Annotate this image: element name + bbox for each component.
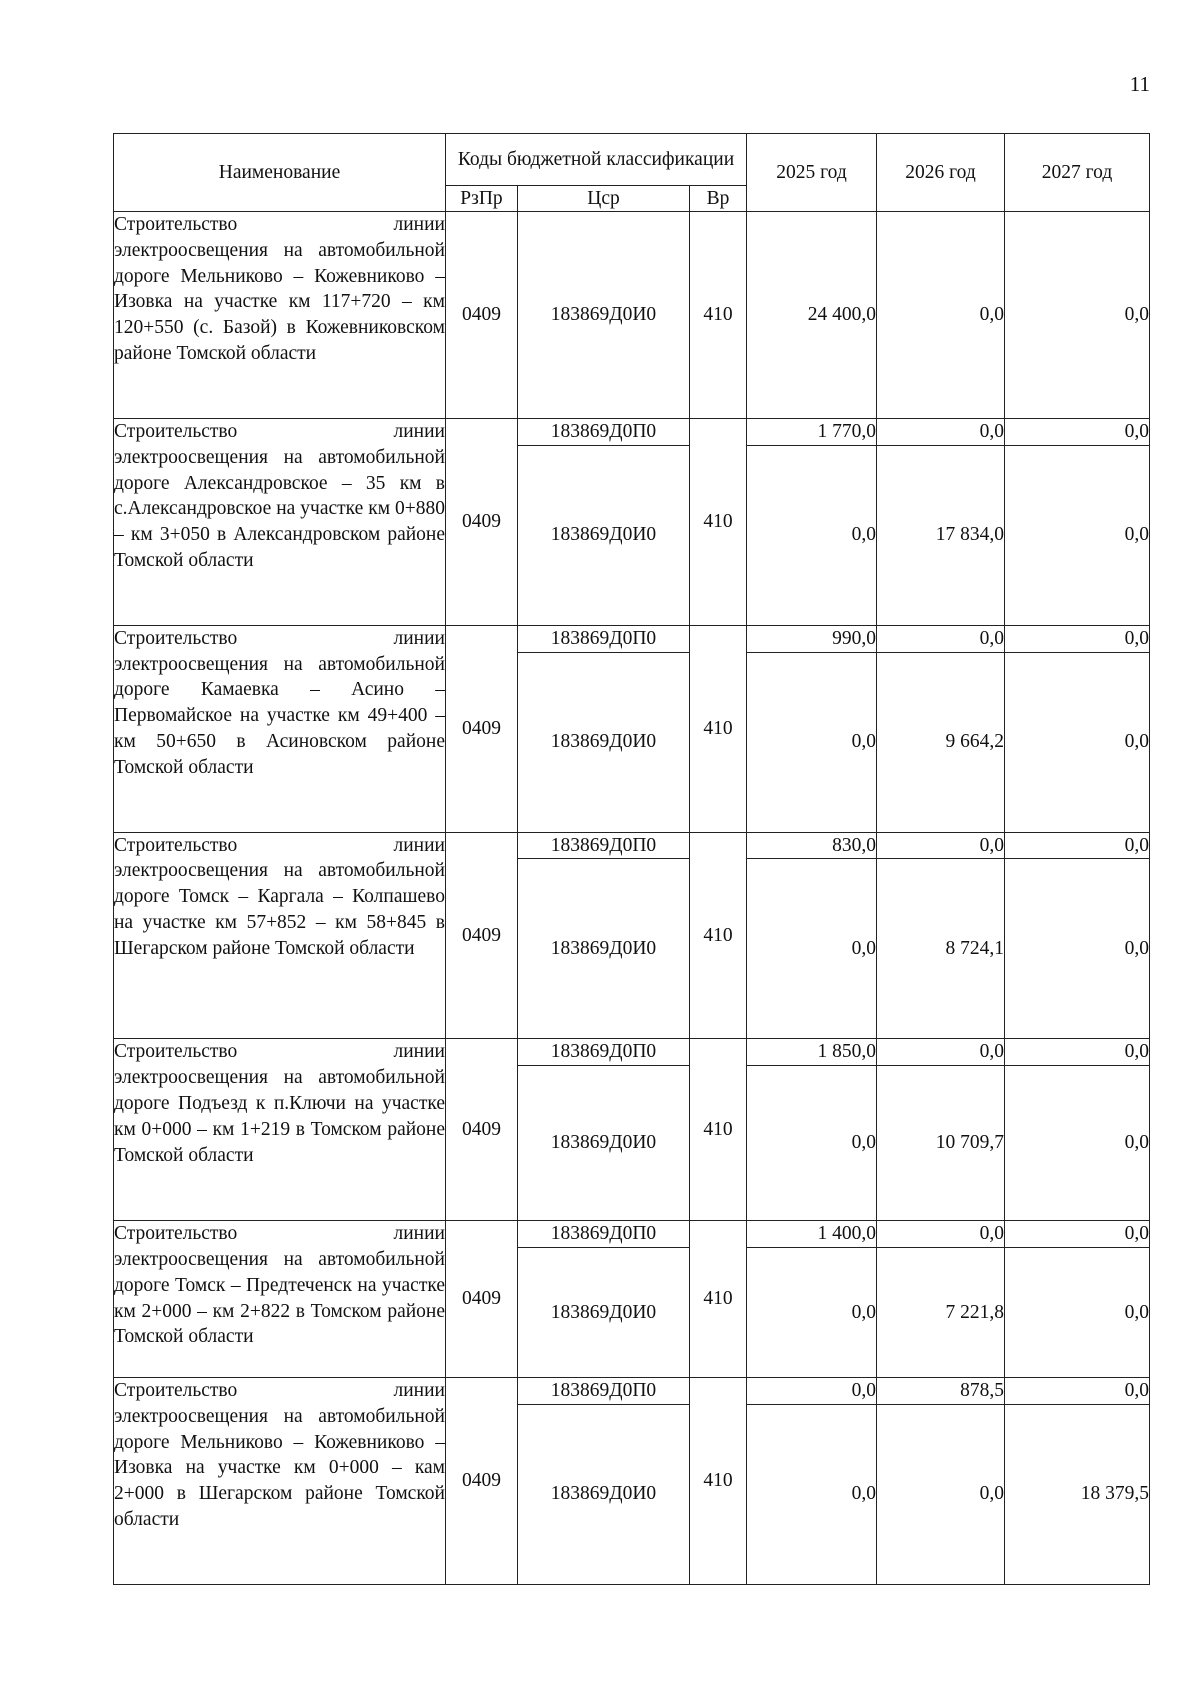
row-csr: 183869Д0И0 <box>518 652 690 832</box>
row-name: Строительство линии электроосвещения на автомобильной дороге Камаевка – Асино – Первомайское на участке км 49+400 – км 50+650 в Асиновском районе Томской области <box>114 625 446 832</box>
row-2027: 0,0 <box>1005 445 1150 625</box>
row-2027: 0,0 <box>1005 1247 1150 1377</box>
row-2025: 0,0 <box>747 652 877 832</box>
row-2025: 0,0 <box>747 1066 877 1221</box>
row-name: Строительство линии электроосвещения на автомобильной дороге Томск – Каргала – Колпашево на участке км 57+852 – км 58+845 в Шегарском районе Томской области <box>114 832 446 1039</box>
row-2027: 0,0 <box>1005 859 1150 1039</box>
row-name: Строительство линии электроосвещения на автомобильной дороге Подъезд к п.Ключи на участке км 0+000 – км 1+219 в Томском районе Томской области <box>114 1039 446 1221</box>
row-2026: 0,0 <box>877 419 1005 446</box>
row-2027: 0,0 <box>1005 1066 1150 1221</box>
row-2025: 24 400,0 <box>747 212 877 419</box>
row-2026: 9 664,2 <box>877 652 1005 832</box>
row-csr: 183869Д0П0 <box>518 625 690 652</box>
row-csr: 183869Д0П0 <box>518 832 690 859</box>
row-vr: 410 <box>690 212 747 419</box>
table-row <box>114 419 1150 446</box>
row-2025: 0,0 <box>747 1377 877 1404</box>
row-2027: 0,0 <box>1005 652 1150 832</box>
row-csr: 183869Д0И0 <box>518 1247 690 1377</box>
header-2026: 2026 год <box>877 134 1005 212</box>
row-2025: 0,0 <box>747 445 877 625</box>
header-codes: Коды бюджетной классификации <box>446 134 747 186</box>
row-2025: 1 400,0 <box>747 1221 877 1248</box>
row-csr: 183869Д0И0 <box>518 859 690 1039</box>
row-2026: 0,0 <box>877 625 1005 652</box>
row-vr: 410 <box>690 1039 747 1221</box>
row-2027: 0,0 <box>1005 419 1150 446</box>
row-rzpr: 0409 <box>446 1039 518 1221</box>
row-2025: 1 850,0 <box>747 1039 877 1066</box>
header-vr: Вр <box>690 186 747 212</box>
row-csr: 183869Д0П0 <box>518 419 690 446</box>
row-2027: 0,0 <box>1005 1221 1150 1248</box>
budget-table <box>113 133 1150 1585</box>
row-csr: 183869Д0И0 <box>518 1404 690 1584</box>
row-2025: 830,0 <box>747 832 877 859</box>
row-2025: 0,0 <box>747 1404 877 1584</box>
header-2025: 2025 год <box>747 134 877 212</box>
row-2027: 0,0 <box>1005 1377 1150 1404</box>
row-rzpr: 0409 <box>446 1221 518 1378</box>
row-2026: 17 834,0 <box>877 445 1005 625</box>
row-vr: 410 <box>690 832 747 1039</box>
table-row <box>114 625 1150 652</box>
row-2027: 0,0 <box>1005 1039 1150 1066</box>
row-name: Строительство линии электроосвещения на автомобильной дороге Мельниково – Кожевниково – Изовка на участке км 0+000 – кам 2+000 в Шегарском районе Томской области <box>114 1377 446 1584</box>
row-csr: 183869Д0И0 <box>518 1066 690 1221</box>
table-row <box>114 1221 1150 1248</box>
table-row <box>114 1039 1150 1066</box>
header-rzpr: РзПр <box>446 186 518 212</box>
row-name: Строительство линии электроосвещения на автомобильной дороге Томск – Предтеченск на участке км 2+000 – км 2+822 в Томском районе Томской области <box>114 1221 446 1378</box>
header-csr: Цср <box>518 186 690 212</box>
row-2025: 0,0 <box>747 859 877 1039</box>
header-name: Наименование <box>114 134 446 212</box>
row-csr: 183869Д0П0 <box>518 1377 690 1404</box>
row-2025: 990,0 <box>747 625 877 652</box>
row-2026: 0,0 <box>877 1404 1005 1584</box>
row-vr: 410 <box>690 1221 747 1378</box>
row-2026: 8 724,1 <box>877 859 1005 1039</box>
row-csr: 183869Д0П0 <box>518 1039 690 1066</box>
row-vr: 410 <box>690 1377 747 1584</box>
row-2025: 0,0 <box>747 1247 877 1377</box>
row-name: Строительство линии электроосвещения на автомобильной дороге Мельниково – Кожевниково – Изовка на участке км 117+720 – км 120+550 (с. Базой) в Кожевниковском районе Томской области <box>114 212 446 419</box>
row-2027: 0,0 <box>1005 625 1150 652</box>
row-2026: 0,0 <box>877 1039 1005 1066</box>
row-rzpr: 0409 <box>446 212 518 419</box>
header-2027: 2027 год <box>1005 134 1150 212</box>
row-2027: 0,0 <box>1005 832 1150 859</box>
row-vr: 410 <box>690 419 747 626</box>
row-name: Строительство линии электроосвещения на автомобильной дороге Александровское – 35 км в с.Александровское на участке км 0+880 – км 3+050 в Александровском районе Томской области <box>114 419 446 626</box>
row-csr: 183869Д0И0 <box>518 445 690 625</box>
row-rzpr: 0409 <box>446 625 518 832</box>
row-2026: 0,0 <box>877 1221 1005 1248</box>
row-2027: 0,0 <box>1005 212 1150 419</box>
row-csr: 183869Д0П0 <box>518 1221 690 1248</box>
row-2026: 10 709,7 <box>877 1066 1005 1221</box>
row-2026: 878,5 <box>877 1377 1005 1404</box>
row-vr: 410 <box>690 625 747 832</box>
row-2026: 0,0 <box>877 212 1005 419</box>
table-row <box>114 832 1150 859</box>
row-2025: 1 770,0 <box>747 419 877 446</box>
table-row <box>114 1377 1150 1404</box>
row-2026: 0,0 <box>877 832 1005 859</box>
table-row <box>114 212 1150 419</box>
row-2027: 18 379,5 <box>1005 1404 1150 1584</box>
row-rzpr: 0409 <box>446 832 518 1039</box>
page-number: 11 <box>1129 72 1150 96</box>
row-2026: 7 221,8 <box>877 1247 1005 1377</box>
row-rzpr: 0409 <box>446 419 518 626</box>
row-rzpr: 0409 <box>446 1377 518 1584</box>
row-csr: 183869Д0И0 <box>518 212 690 419</box>
